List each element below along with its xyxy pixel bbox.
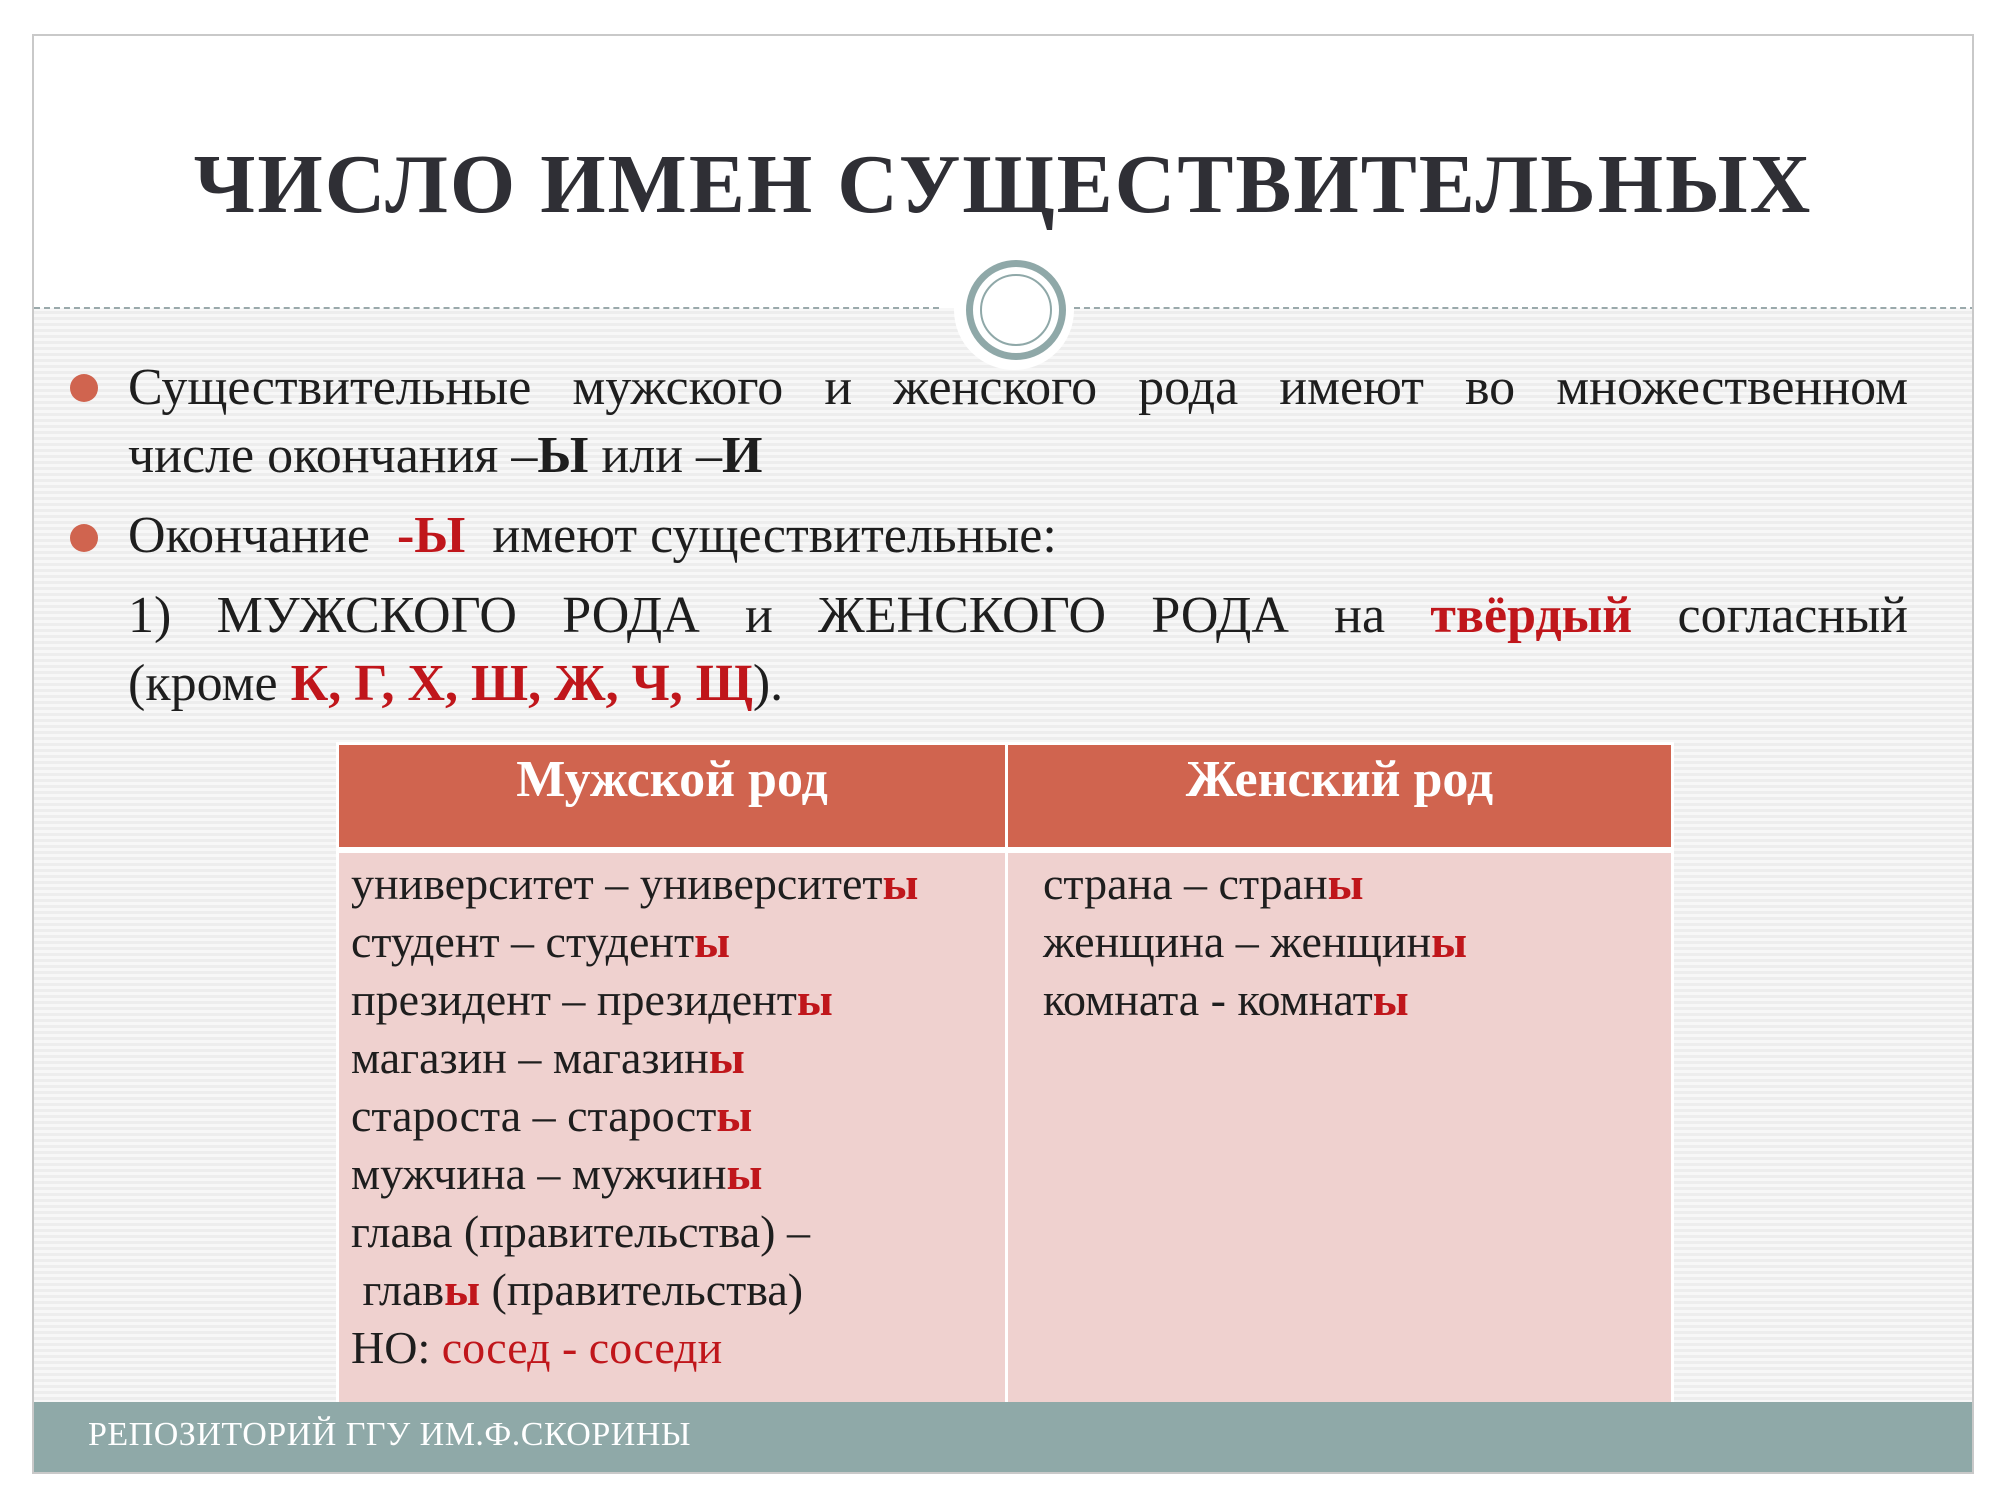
word-pair: мужчина – мужчин: [351, 1148, 727, 1199]
bullet-1-line-1: Существительные мужского и женского рода имеют во множественном: [128, 359, 1908, 416]
list-item: [351, 1203, 918, 1261]
list-item: [351, 913, 918, 971]
list-item: [351, 1087, 918, 1145]
bullet-dot-2: [70, 524, 98, 552]
word-pair: женщина – женщин: [1043, 916, 1432, 967]
bullet-dot-1: [70, 374, 98, 402]
plural-ending: ы: [1431, 916, 1468, 967]
plural-ending: ы: [726, 1148, 763, 1199]
rule-1-text-end: согласный: [1632, 587, 1908, 644]
exception-label: НО:: [351, 1322, 442, 1373]
word-pair: глав: [351, 1264, 445, 1315]
plural-ending: ы: [1372, 974, 1409, 1025]
word-pair: староста – старост: [351, 1090, 717, 1141]
word-pair: комната - комнат: [1043, 974, 1373, 1025]
bullet-2-text: Окончание: [128, 507, 383, 564]
list-item: [351, 1029, 918, 1087]
list-item: [351, 855, 918, 913]
list-item: [351, 1145, 918, 1203]
word-pair: страна – стран: [1043, 858, 1328, 909]
rule-1-except-label: (кроме: [128, 655, 291, 712]
list-item: [1043, 913, 1467, 971]
slide-title: ЧИСЛО ИМЕН СУЩЕСТВИТЕЛЬНЫХ: [193, 138, 1813, 231]
plural-ending: ы: [1327, 858, 1364, 909]
word-pair: студент – студент: [351, 916, 695, 967]
list-item: [1043, 971, 1467, 1029]
masculine-cell: [351, 855, 918, 1377]
ending-y: Ы: [537, 427, 589, 484]
rule-1-line-2: [128, 650, 1908, 718]
ending-y-red: -Ы: [396, 507, 466, 564]
word-pair: университет – университет: [351, 858, 883, 909]
word-pair: глава (правительства) –: [351, 1206, 810, 1257]
excluded-letters: К, Г, Х, Ш, Ж, Ч, Щ: [290, 655, 753, 712]
divider-right: [1074, 307, 1974, 309]
list-item: [351, 1261, 918, 1319]
word-pair: магазин – магазин: [351, 1032, 709, 1083]
list-item: [351, 971, 918, 1029]
divider-circle-ornament: [966, 260, 1066, 360]
bullet-1-line-2: [128, 422, 1908, 490]
plural-ending: ы: [716, 1090, 753, 1141]
header-masculine: Мужской род: [339, 745, 1005, 847]
word-suffix: (правительства): [480, 1264, 804, 1315]
divider-circle-inner: [980, 274, 1052, 346]
bullet-2-line: [128, 502, 1908, 570]
rule-1-line-1: [128, 582, 1908, 650]
ending-i: И: [722, 427, 763, 484]
feminine-cell: [1043, 855, 1467, 1029]
bullet-1-connector: или –: [588, 427, 723, 484]
plural-ending: ы: [708, 1032, 745, 1083]
header-feminine: Женский род: [1008, 745, 1671, 847]
examples-table: [336, 742, 1674, 1408]
word-pair: президент – президент: [351, 974, 797, 1025]
slide: [32, 34, 1974, 1474]
divider-left: [34, 307, 939, 309]
footer-text: РЕПОЗИТОРИЙ ГГУ ИМ.Ф.СКОРИНЫ: [88, 1416, 692, 1453]
plural-ending: ы: [882, 858, 919, 909]
plural-ending: ы: [694, 916, 731, 967]
bullet-2-rest: имеют существительные:: [479, 507, 1057, 564]
rule-1-close: ).: [752, 655, 784, 712]
exception-row: [351, 1319, 918, 1377]
hard-consonant-label: твёрдый: [1430, 587, 1633, 644]
plural-ending: ы: [796, 974, 833, 1025]
rule-1-text: 1) МУЖСКОГО РОДА и ЖЕНСКОГО РОДА на: [128, 587, 1431, 644]
exception-value: сосед - соседи: [441, 1322, 723, 1373]
table-column-separator: [1005, 745, 1008, 1405]
plural-ending: ы: [444, 1264, 481, 1315]
bullet-1-text: числе окончания –: [128, 427, 538, 484]
footer-bar: [34, 1402, 1972, 1472]
list-item: [1043, 855, 1467, 913]
